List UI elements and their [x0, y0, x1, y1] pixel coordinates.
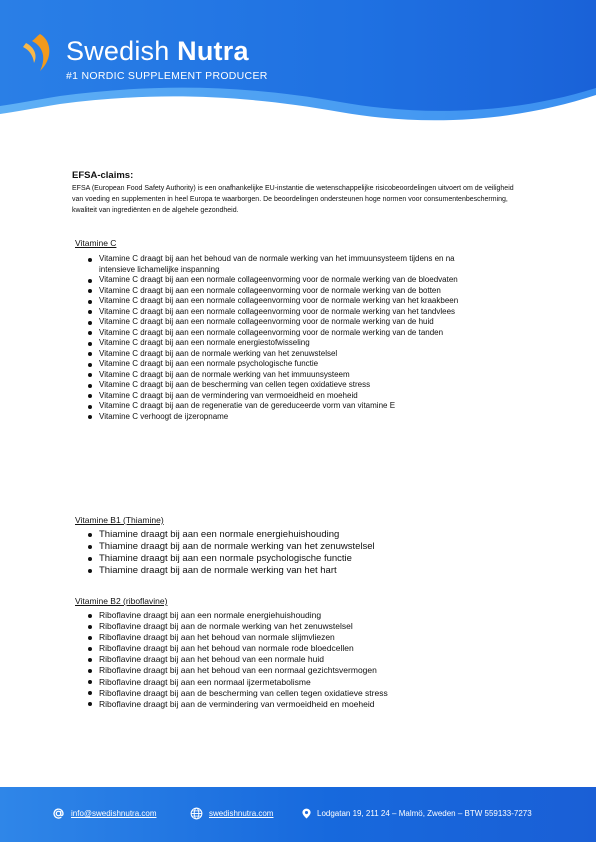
website-link[interactable]: swedishnutra.com — [209, 809, 274, 818]
vitamin-c-claims-list — [72, 254, 492, 422]
footer-email — [52, 807, 157, 820]
efsa-description: EFSA (European Food Safety Authority) is een onafhankelijke EU-instantie die wetenschappelijke risicobeoordelingen uitvoert om de veiligheid van voeding en supplementen in heel Europa te waarborgen. De beoordelingen ondersteunen hoge normen voor consumentenbescherming, kwaliteit van ingrediënten en de algehele gezondheid. — [72, 185, 514, 214]
swedish-nutra-logo-icon — [22, 33, 56, 73]
page-footer — [0, 787, 596, 842]
globe-icon — [190, 807, 203, 820]
vitamin-b2-section — [72, 596, 492, 710]
list-item: Riboflavine draagt bij aan de normale werking van het zenuwstelsel — [88, 621, 492, 632]
footer-website — [190, 807, 273, 820]
list-item: Vitamine C draagt bij aan het behoud van de normale werking van het immuunsysteem tijdens en na intensieve lichamelijke inspanning — [88, 254, 492, 275]
vitamin-b1-title: Vitamine B1 (Thiamine) — [75, 515, 164, 525]
brand-tagline: #1 NORDIC SUPPLEMENT PRODUCER — [66, 70, 268, 82]
list-item: Vitamine C draagt bij aan een normale collageenvorming voor de normale werking van het tandvlees — [88, 307, 492, 318]
list-item: Vitamine C draagt bij aan de regeneratie van de gereduceerde vorm van vitamine E — [88, 401, 492, 412]
list-item: Riboflavine draagt bij aan het behoud van een normale huid — [88, 654, 492, 665]
list-item: Vitamine C draagt bij aan de bescherming van cellen tegen oxidatieve stress — [88, 380, 492, 391]
list-item: Riboflavine draagt bij aan de bescherming van cellen tegen oxidatieve stress — [88, 688, 492, 699]
page-header — [0, 0, 596, 135]
list-item: Vitamine C draagt bij aan de normale werking van het zenuwstelsel — [88, 349, 492, 360]
list-item: Thiamine draagt bij aan de normale werking van het zenuwstelsel — [88, 541, 492, 553]
at-icon — [52, 807, 65, 820]
list-item: Riboflavine draagt bij aan een normale energiehuishouding — [88, 610, 492, 621]
header-wave-background — [0, 0, 596, 135]
brand-name-light: Swedish — [66, 36, 178, 66]
brand-name-bold: Nutra — [177, 36, 249, 66]
list-item: Thiamine draagt bij aan de normale werking van het hart — [88, 565, 492, 577]
address-text: Lodgatan 19, 211 24 – Malmö, Zweden – BTW 559133-7273 — [317, 809, 532, 818]
list-item: Vitamine C draagt bij aan een normale collageenvorming voor de normale werking van de huid — [88, 317, 492, 328]
list-item: Vitamine C draagt bij aan een normale collageenvorming voor de normale werking van de botten — [88, 286, 492, 297]
list-item: Thiamine draagt bij aan een normale energiehuishouding — [88, 529, 492, 541]
vitamin-b1-claims-list — [72, 529, 492, 577]
list-item: Vitamine C verhoogt de ijzeropname — [88, 412, 492, 423]
list-item: Riboflavine draagt bij aan het behoud van normale rode bloedcellen — [88, 643, 492, 654]
vitamin-b2-title: Vitamine B2 (riboflavine) — [75, 596, 168, 606]
efsa-title: EFSA-claims: — [72, 170, 134, 181]
brand-name — [66, 36, 249, 67]
vitamin-b1-section — [72, 515, 492, 577]
list-item: Riboflavine draagt bij aan de vermindering van vermoeidheid en moeheid — [88, 699, 492, 710]
list-item: Vitamine C draagt bij aan een normale energiestofwisseling — [88, 338, 492, 349]
vitamin-c-section — [72, 238, 492, 422]
location-pin-icon — [301, 807, 312, 820]
efsa-intro — [72, 170, 522, 216]
list-item: Vitamine C draagt bij aan de vermindering van vermoeidheid en moeheid — [88, 391, 492, 402]
vitamin-c-title: Vitamine C — [75, 238, 117, 248]
list-item: Vitamine C draagt bij aan de normale werking van het immuunsysteem — [88, 370, 492, 381]
list-item: Vitamine C draagt bij aan een normale collageenvorming voor de normale werking van de tanden — [88, 328, 492, 339]
vitamin-b2-claims-list — [72, 610, 492, 710]
list-item: Riboflavine draagt bij aan het behoud van een normaal gezichtsvermogen — [88, 665, 492, 676]
list-item: Vitamine C draagt bij aan een normale collageenvorming voor de normale werking van het kraakbeen — [88, 296, 492, 307]
list-item: Vitamine C draagt bij aan een normale collageenvorming voor de normale werking van de bloedvaten — [88, 275, 492, 286]
email-link[interactable]: info@swedishnutra.com — [71, 809, 157, 818]
footer-address — [301, 807, 532, 820]
list-item: Riboflavine draagt bij aan een normaal ijzermetabolisme — [88, 677, 492, 688]
list-item: Thiamine draagt bij aan een normale psychologische functie — [88, 553, 492, 565]
list-item: Riboflavine draagt bij aan het behoud van normale slijmvliezen — [88, 632, 492, 643]
list-item: Vitamine C draagt bij aan een normale psychologische functie — [88, 359, 492, 370]
